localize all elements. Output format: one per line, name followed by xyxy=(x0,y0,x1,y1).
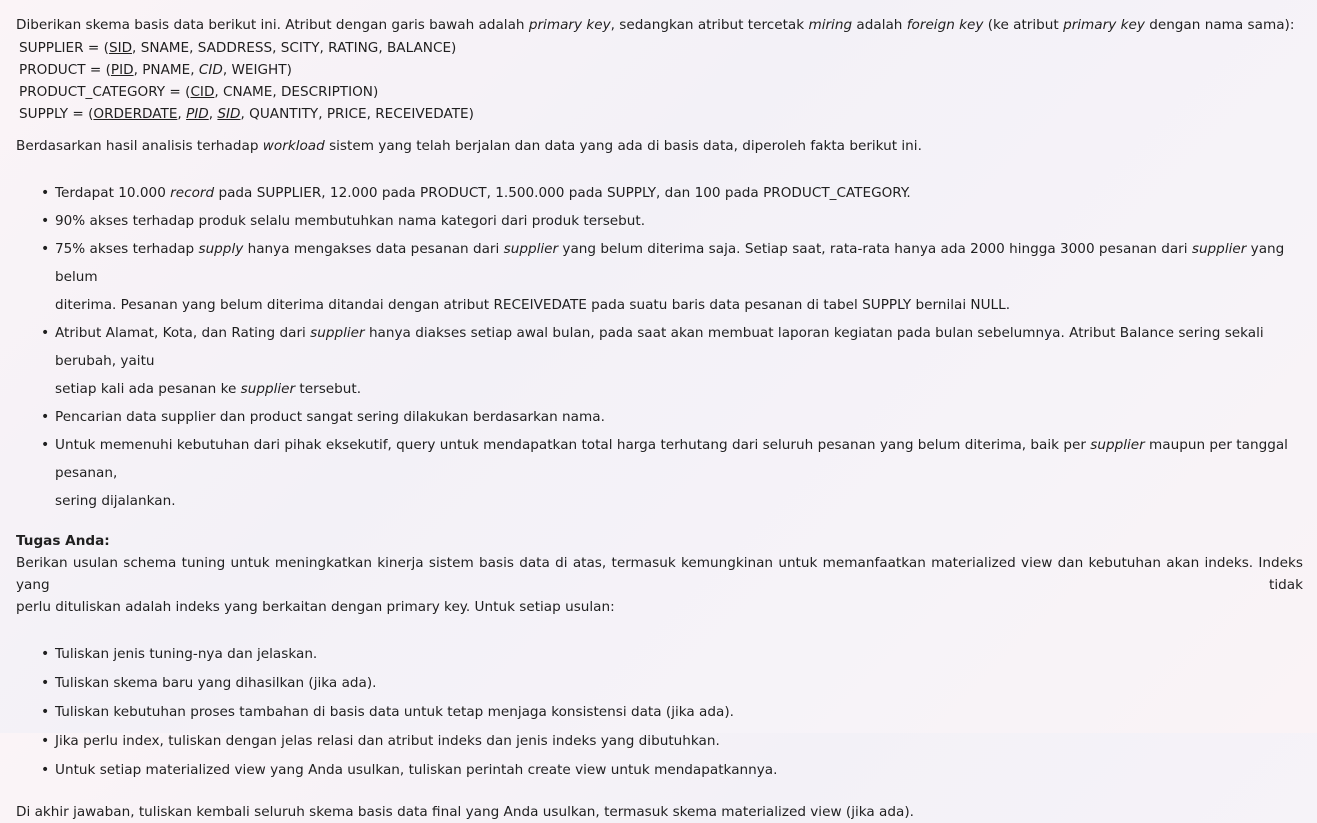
fact-item xyxy=(16,235,1303,319)
fact-item xyxy=(16,431,1303,515)
primary-foreign-key: SID xyxy=(217,106,241,122)
attributes: , CNAME, DESCRIPTION) xyxy=(214,84,379,100)
fact-text: 90% akses terhadap produk selalu membutuhkan nama kategori dari produk tersebut. xyxy=(55,213,646,229)
fact-line: sering dijalankan. xyxy=(55,493,176,509)
relation-name: SUPPLY = ( xyxy=(19,106,94,122)
primary-key: ORDERDATE xyxy=(93,106,178,122)
fact-line: diterima. Pesanan yang belum diterima ditandai dengan atribut RECEIVEDATE pada suatu baris data pesanan di tabel SUPPLY bernilai NULL. xyxy=(55,297,1011,313)
facts-list xyxy=(16,179,1303,515)
schema-supply xyxy=(19,103,1303,125)
fact-term: supplier xyxy=(503,241,559,257)
fact-term: supplier xyxy=(310,325,365,341)
intro-term: foreign key xyxy=(906,17,984,33)
facts-intro-text: sistem yang telah berjalan dan data yang ada di basis data, diperoleh fakta berikut ini. xyxy=(324,138,922,154)
task-item: • Tuliskan jenis tuning-nya dan jelaskan. xyxy=(16,640,1303,669)
intro-text: (ke atribut xyxy=(983,17,1064,33)
fact-term: supplier xyxy=(1191,241,1247,257)
fact-text: 75% akses terhadap xyxy=(55,241,199,257)
schema-product xyxy=(19,59,1303,81)
attributes: , PNAME, xyxy=(133,62,199,78)
fact-line xyxy=(55,319,1303,375)
intro-term: miring xyxy=(808,17,853,33)
fact-text: maupun per tanggal pesanan, xyxy=(55,437,1288,481)
foreign-key: CID xyxy=(198,62,223,78)
fact-text: Pencarian data supplier dan product sangat sering dilakukan berdasarkan nama. xyxy=(55,409,605,425)
facts-intro-text: Berdasarkan hasil analisis terhadap xyxy=(16,138,263,154)
relation-name: PRODUCT = ( xyxy=(19,62,111,78)
fact-text: Terdapat 10.000 xyxy=(55,185,171,201)
task-item: • Untuk setiap materialized view yang Anda usulkan, tuliskan perintah create view untuk mendapatkannya. xyxy=(16,756,1303,785)
primary-foreign-key: PID xyxy=(186,106,209,122)
fact-line xyxy=(55,235,1303,291)
relation-name: SUPPLIER = ( xyxy=(19,40,109,56)
fact-line xyxy=(55,431,1303,487)
fact-term: supply xyxy=(198,241,244,257)
fact-text: tersebut. xyxy=(295,381,362,397)
schema-block xyxy=(19,37,1303,125)
intro-paragraph xyxy=(16,14,1303,36)
separator: , xyxy=(208,106,218,122)
tasks-list xyxy=(16,640,1303,785)
fact-text: hanya mengakses data pesanan dari xyxy=(243,241,504,257)
facts-intro-paragraph xyxy=(16,135,1303,157)
task-item: • Tuliskan skema baru yang dihasilkan (jika ada). xyxy=(16,669,1303,698)
fact-item xyxy=(16,207,1303,235)
fact-line xyxy=(55,375,1303,403)
fact-term: supplier xyxy=(240,381,296,397)
intro-text: Diberikan skema basis data berikut ini. Atribut dengan garis bawah adalah xyxy=(16,17,529,33)
separator: , xyxy=(177,106,187,122)
primary-key: SID xyxy=(108,40,133,56)
intro-term: primary key xyxy=(528,17,611,33)
primary-key: CID xyxy=(190,84,215,100)
attributes: , QUANTITY, PRICE, RECEIVEDATE) xyxy=(240,106,474,122)
attributes: , SNAME, SADDRESS, SCITY, RATING, BALANCE) xyxy=(132,40,457,56)
task-item: • Tuliskan kebutuhan proses tambahan di basis data untuk tetap menjaga konsistensi data (jika ada). xyxy=(16,698,1303,727)
tasks-heading: Tugas Anda: xyxy=(16,533,110,549)
intro-text: dengan nama sama): xyxy=(1144,17,1295,33)
schema-product-category xyxy=(19,81,1303,103)
fact-text: Untuk memenuhi kebutuhan dari pihak eksekutif, query untuk mendapatkan total harga terhutang dari seluruh pesanan yang belum diterima, baik per xyxy=(55,437,1091,453)
fact-item xyxy=(16,179,1303,207)
intro-text: , sedangkan atribut tercetak xyxy=(610,17,809,33)
fact-text: yang belum diterima saja. Setiap saat, rata-rata hanya ada 2000 hingga 3000 pesanan dari xyxy=(558,241,1192,257)
intro-text: adalah xyxy=(852,17,907,33)
fact-text: Atribut Alamat, Kota, dan Rating dari xyxy=(55,325,311,341)
tasks-paragraph xyxy=(16,552,1303,618)
fact-text: hanya diakses setiap awal bulan, pada saat akan membuat laporan kegiatan pada bulan sebelumnya. Atribut Balance sering sekali berubah, yaitu xyxy=(55,325,1264,369)
fact-item xyxy=(16,403,1303,431)
fact-text: yang belum xyxy=(55,241,1285,285)
primary-key: PID xyxy=(110,62,134,78)
fact-text: pada SUPPLIER, 12.000 pada PRODUCT, 1.500.000 pada SUPPLY, dan 100 pada PRODUCT_CATEGORY. xyxy=(214,185,911,201)
task-item: • Jika perlu index, tuliskan dengan jelas relasi dan atribut indeks dan jenis indeks yang dibutuhkan. xyxy=(16,727,1303,756)
fact-text: setiap kali ada pesanan ke xyxy=(55,381,241,397)
relation-name: PRODUCT_CATEGORY = ( xyxy=(19,84,191,100)
attributes: , WEIGHT) xyxy=(222,62,292,78)
final-instruction: Di akhir jawaban, tuliskan kembali seluruh skema basis data final yang Anda usulkan, termasuk skema materialized view (jika ada). xyxy=(16,804,914,820)
tasks-paragraph-line: Berikan usulan schema tuning untuk meningkatkan kinerja sistem basis data di atas, termasuk kemungkinan untuk memanfaatkan materialized view dan kebutuhan akan indeks. Indeks yang tidak xyxy=(16,555,1303,593)
schema-supplier xyxy=(19,37,1303,59)
tasks-paragraph-line: perlu dituliskan adalah indeks yang berkaitan dengan primary key. Untuk setiap usulan: xyxy=(16,599,615,615)
facts-intro-term: workload xyxy=(262,138,325,154)
intro-term: primary key xyxy=(1063,17,1145,33)
fact-term: record xyxy=(170,185,215,201)
fact-term: supplier xyxy=(1090,437,1145,453)
fact-item xyxy=(16,319,1303,403)
